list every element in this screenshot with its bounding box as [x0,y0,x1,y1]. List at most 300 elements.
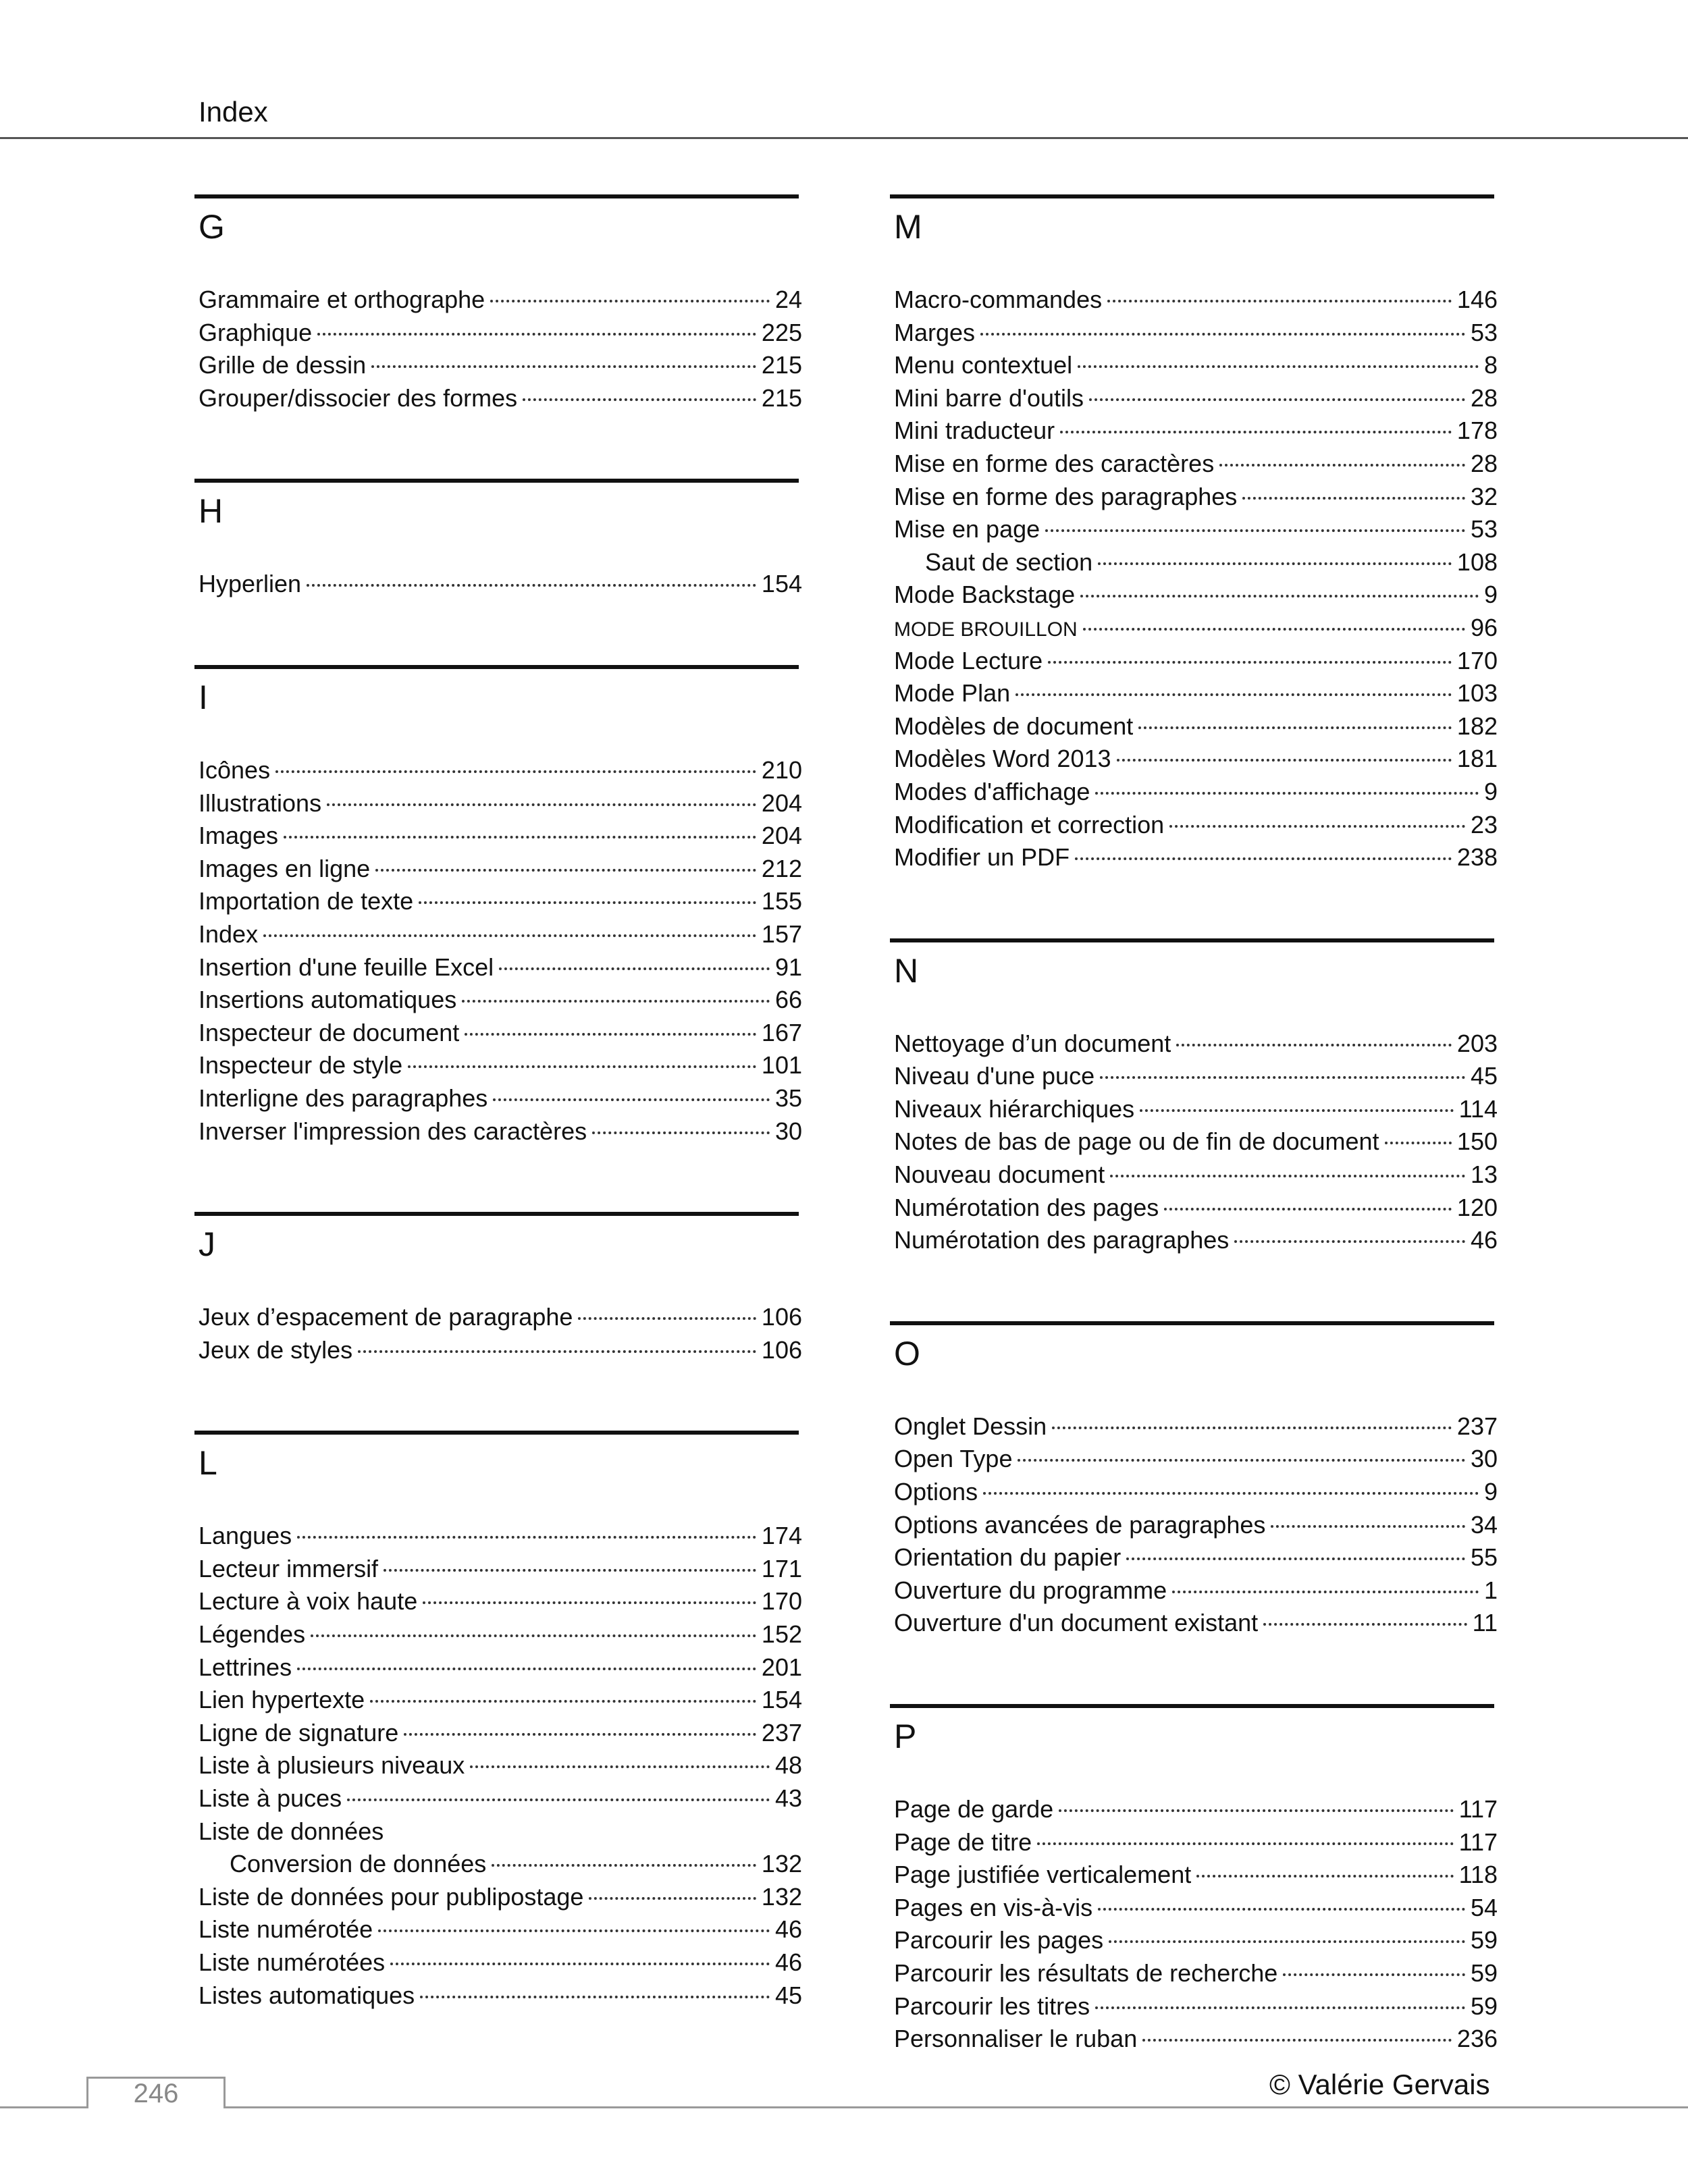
entry-label: Mise en forme des caractères [894,449,1215,477]
entry-label: Insertion d'une feuille Excel [199,953,494,981]
index-entry [890,1574,1498,1607]
entry-label: Lecture à voix haute [199,1587,418,1616]
entry-label: Ligne de signature [199,1718,399,1747]
index-entry [890,513,1498,546]
section-rule [194,479,799,483]
entry-page-number: 237 [1456,1412,1498,1440]
entry-page-number: 24 [774,286,802,313]
dot-leader [499,967,770,970]
entry-label: Liste numérotée [199,1915,373,1944]
entry-page-number: 28 [1470,383,1498,412]
entry-page-number: 34 [1470,1510,1498,1539]
dot-leader [1016,693,1452,696]
index-entry [890,1541,1498,1574]
entry-label: Notes de bas de page ou de fin de document [894,1127,1379,1156]
entry-page-number: 238 [1456,843,1498,872]
index-entry [890,1990,1498,2023]
entry-page-number: 46 [774,1948,802,1976]
entry-label: Macro-commandes [894,286,1103,313]
copyright-notice: © Valérie Gervais [1269,2069,1490,2100]
dot-leader [1117,759,1452,762]
entry-page-number: 212 [761,854,802,882]
index-entry [890,1924,1498,1957]
entry-label: Liste à puces [199,1784,342,1813]
entry-label: Options avancées de paragraphes [894,1510,1266,1539]
entry-list [890,1410,1498,1640]
entry-page-number: 91 [774,953,802,981]
index-entry [890,349,1498,382]
dot-leader [423,1601,756,1604]
entry-label: Grille de dessin [199,351,367,379]
index-entry [890,1859,1498,1892]
entry-label: Modifier un PDF [894,843,1070,872]
entry-page-number: 11 [1472,1609,1498,1637]
entry-page-number: 23 [1470,810,1498,838]
dot-leader [1109,1940,1465,1943]
dot-leader [371,365,756,368]
dot-leader [589,1897,756,1900]
entry-label: Modèles Word 2013 [894,745,1111,773]
entry-page-number: 101 [761,1051,802,1080]
section-rule [890,938,1494,942]
dot-leader [1138,726,1452,729]
index-entry [890,1509,1498,1542]
entry-list [194,1520,802,2012]
index-entry [194,1618,802,1651]
dot-leader [408,1065,756,1068]
index-entry [890,415,1498,448]
entry-label: Illustrations [199,789,322,817]
dot-leader [490,300,770,302]
index-entry [194,1049,802,1082]
entry-label: Open Type [894,1445,1013,1473]
dot-leader [1098,1908,1465,1911]
entry-label: Images en ligne [199,854,371,882]
entry-label: Images [199,822,279,850]
entry-page-number: 215 [761,383,802,412]
dot-leader [1172,1591,1479,1593]
index-entry [194,853,802,886]
entry-page-number: 59 [1470,1926,1498,1954]
entry-page-number: 30 [1470,1445,1498,1473]
entry-page-number: 45 [1470,1062,1498,1090]
dot-leader [1048,661,1452,664]
index-entry [194,568,802,601]
entry-page-number: 117 [1458,1795,1498,1823]
entry-label: Grouper/dissocier des formes [199,383,518,412]
entry-page-number: 9 [1483,581,1498,609]
index-entry [890,481,1498,514]
entry-label: Page de garde [894,1795,1054,1823]
entry-label: Jeux de styles [199,1335,353,1364]
index-entry [890,317,1498,350]
entry-page-number: 54 [1470,1893,1498,1921]
section-letter: I [199,678,208,716]
section-letter: G [199,208,225,246]
entry-page-number: 150 [1456,1127,1498,1156]
entry-label: Liste numérotées [199,1948,386,1976]
entry-page-number: 9 [1483,1478,1498,1506]
dot-leader [493,1098,770,1101]
index-entry [890,1224,1498,1257]
index-section-i [194,665,802,1148]
entry-page-number: 120 [1456,1193,1498,1221]
entry-page-number: 59 [1470,1992,1498,2020]
entry-list [194,568,802,601]
entry-page-number: 43 [774,1784,802,1813]
entry-page-number: 132 [761,1850,802,1878]
dot-leader [275,770,756,773]
index-section-p [890,1704,1498,2056]
dot-leader [462,1000,770,1003]
entry-page-number: 154 [761,1686,802,1714]
entry-label: Langues [199,1522,292,1550]
dot-leader [1037,1842,1453,1845]
index-entry [890,710,1498,743]
dot-leader [1052,1427,1452,1429]
dot-leader [1234,1240,1465,1243]
index-section-n [890,938,1498,1257]
entry-label: Parcourir les titres [894,1992,1090,2020]
dot-leader [1089,398,1465,401]
dot-leader [370,1700,756,1703]
dot-leader [1045,529,1465,532]
entry-label: Modification et correction [894,810,1165,838]
dot-leader [1107,300,1452,302]
entry-label: Listes automatiques [199,1981,415,2009]
section-letter: L [199,1444,217,1483]
index-entry [890,1793,1498,1826]
entry-label: Inspecteur de style [199,1051,403,1080]
dot-leader [404,1733,756,1736]
dot-leader [327,803,756,806]
index-entry [194,1301,802,1334]
entry-label: Modes d'affichage [894,777,1090,805]
entry-page-number: 157 [761,920,802,948]
entry-page-number: 106 [761,1335,802,1364]
dot-leader [1271,1525,1465,1528]
entry-label: Mode Plan [894,679,1011,708]
entry-page-number: 201 [761,1653,802,1681]
index-entry [890,1957,1498,1990]
entry-label: Mise en forme des paragraphes [894,482,1238,510]
entry-page-number: 32 [1470,482,1498,510]
dot-leader [1242,497,1465,500]
index-entry [194,1979,802,2013]
index-entry [194,1553,802,1586]
footer-rule [0,2106,1688,2108]
entry-label: Orientation du papier [894,1543,1122,1572]
dot-leader [419,901,756,904]
section-letter: J [199,1225,215,1264]
dot-leader [983,1492,1479,1495]
index-column-right [890,194,1498,2056]
index-entry [890,1410,1498,1443]
index-entry [890,677,1498,710]
dot-leader [980,333,1465,336]
entry-label: MODE BROUILLON [894,618,1078,641]
index-entry [194,820,802,853]
entry-page-number: 8 [1483,351,1498,379]
entry-page-number: 53 [1470,515,1498,543]
entry-label: Inspecteur de document [199,1018,460,1046]
section-rule [890,1321,1494,1325]
entry-label: Mise en page [894,515,1040,543]
entry-label: Parcourir les résultats de recherche [894,1959,1278,1987]
entry-page-number: 167 [761,1018,802,1046]
entry-page-number: 236 [1456,2025,1498,2053]
dot-leader [1164,1208,1452,1210]
dot-leader [1283,1973,1465,1976]
entry-label: Numérotation des pages [894,1193,1159,1221]
index-entry [194,284,802,317]
dot-leader [1060,431,1452,433]
index-entry [890,809,1498,842]
dot-leader [1219,464,1465,467]
dot-leader [375,869,756,872]
entry-label: Numérotation des paragraphes [894,1226,1230,1254]
index-entry [194,1848,802,1881]
dot-leader [358,1350,756,1353]
dot-leader [1018,1459,1465,1462]
entry-page-number: 59 [1470,1959,1498,1987]
dot-leader [1080,595,1479,597]
dot-leader [297,1668,756,1670]
entry-label: Inverser l'impression des caractères [199,1117,587,1145]
entry-page-number: 114 [1458,1094,1498,1123]
index-section-o [890,1321,1498,1640]
entry-page-number: 55 [1470,1543,1498,1572]
entry-label: Mode Backstage [894,581,1076,609]
dot-leader [378,1929,770,1932]
dot-leader [1142,2039,1452,2042]
entry-page-number: 154 [761,570,802,598]
dot-leader [492,1864,756,1867]
section-letter: M [894,208,922,246]
entry-label: Insertions automatiques [199,986,457,1014]
section-letter: N [894,951,919,990]
entry-page-number: 9 [1483,777,1498,805]
entry-page-number: 108 [1456,548,1498,576]
index-column-left [194,194,802,2012]
section-letter: O [894,1334,920,1373]
entry-label: Mini traducteur [894,417,1055,445]
dot-leader [1075,857,1452,860]
index-entry [194,382,802,415]
dot-leader [523,398,756,401]
dot-leader [465,1033,756,1036]
entry-list [194,284,802,415]
entry-label: Niveaux hiérarchiques [894,1094,1135,1123]
entry-label: Menu contextuel [894,351,1073,379]
index-entry [890,1443,1498,1476]
section-rule [890,1704,1494,1708]
index-section-m [890,194,1498,874]
entry-page-number: 53 [1470,318,1498,346]
entry-page-number: 35 [774,1084,802,1112]
entry-page-number: 106 [761,1303,802,1331]
entry-page-number: 181 [1456,745,1498,773]
dot-leader [1196,1875,1453,1877]
index-entry [890,448,1498,481]
dot-leader [1095,792,1479,795]
dot-leader [1098,562,1452,565]
entry-label: Mini barre d'outils [894,383,1084,412]
dot-leader [311,1634,756,1637]
entry-label: Pages en vis-à-vis [894,1893,1093,1921]
dot-leader [1176,1044,1452,1046]
entry-page-number: 203 [1456,1029,1498,1057]
dot-leader [1095,2006,1465,2009]
index-entry [890,743,1498,776]
entry-label: Interligne des paragraphes [199,1084,488,1112]
index-entry [194,1017,802,1050]
entry-list [890,284,1498,874]
index-entry [890,1826,1498,1859]
entry-page-number: 225 [761,318,802,346]
entry-page-number: 30 [774,1117,802,1145]
entry-label: Légendes [199,1620,306,1649]
entry-page-number: 132 [761,1882,802,1911]
entry-label: Page de titre [894,1828,1032,1856]
entry-label: Niveau d'une puce [894,1062,1095,1090]
index-entry [194,1334,802,1367]
dot-leader [592,1131,770,1134]
index-section-g [194,194,802,415]
index-section-h [194,479,802,601]
entry-page-number: 204 [761,789,802,817]
dot-leader [1059,1809,1453,1812]
index-entry [890,776,1498,809]
entry-label: Importation de texte [199,887,414,915]
index-entry [194,787,802,820]
index-entry [890,1476,1498,1509]
entry-label: Liste à plusieurs niveaux [199,1751,465,1780]
index-section-j [194,1212,802,1366]
dot-leader [1263,1623,1467,1626]
index-entry [890,1093,1498,1126]
entry-page-number: 152 [761,1620,802,1649]
index-entry [890,1607,1498,1640]
index-entry [194,1717,802,1750]
index-entry [194,885,802,918]
entry-page-number: 178 [1456,417,1498,445]
entry-page-number: 103 [1456,679,1498,708]
entry-page-number: 66 [774,986,802,1014]
page-number: 246 [86,2077,226,2108]
index-entry [194,951,802,984]
entry-list [194,1301,802,1366]
entry-page-number: 210 [761,755,802,784]
entry-label: Lien hypertexte [199,1686,365,1714]
entry-label: Icônes [199,755,271,784]
index-entry [194,1651,802,1684]
dot-leader [347,1799,770,1801]
index-entry [194,754,802,787]
entry-page-number: 13 [1470,1161,1498,1189]
dot-leader [1078,365,1479,368]
index-entry [890,382,1498,415]
section-letter: P [894,1717,917,1755]
entry-page-number: 174 [761,1522,802,1550]
dot-leader [1140,1109,1453,1112]
entry-label: Options [894,1478,978,1506]
index-entry [194,1881,802,1914]
entry-label: Liste de données [199,1817,384,1845]
index-entry [194,1115,802,1148]
entry-label: Mode Lecture [894,646,1043,674]
section-rule [194,665,799,669]
index-entry [194,1913,802,1946]
entry-label: Hyperlien [199,570,302,598]
section-rule [194,1212,799,1216]
entry-label: Saut de section [925,548,1093,576]
index-entry [890,1892,1498,1925]
entry-label: Index [199,920,259,948]
entry-label: Liste de données pour publipostage [199,1882,584,1911]
index-entry [194,1585,802,1618]
section-letter: H [199,492,223,531]
dot-leader [284,836,756,838]
dot-leader [1100,1076,1465,1079]
index-entry [890,612,1498,645]
dot-leader [307,584,756,587]
entry-page-number: 146 [1456,286,1498,313]
index-entry [194,1520,802,1553]
entry-page-number: 155 [761,887,802,915]
index-entry [194,1082,802,1115]
index-entry [890,1192,1498,1225]
entry-list [194,754,802,1148]
dot-leader [384,1569,756,1572]
entry-label: Jeux d’espacement de paragraphe [199,1303,573,1331]
index-entry [890,841,1498,874]
index-entry [194,1749,802,1782]
dot-leader [390,1963,770,1965]
dot-leader [1083,628,1465,631]
entry-page-number: 96 [1470,613,1498,641]
entry-page-number: 46 [1470,1226,1498,1254]
entry-label: Page justifiée verticalement [894,1861,1192,1889]
dot-leader [470,1765,770,1768]
entry-page-number: 1 [1483,1576,1498,1604]
index-entry [194,349,802,382]
index-entry [194,984,802,1017]
index-entry [194,1815,802,1848]
entry-page-number: 48 [774,1751,802,1780]
entry-label: Lecteur immersif [199,1554,379,1582]
index-entry [194,1946,802,1979]
entry-page-number: 170 [761,1587,802,1616]
entry-page-number: 237 [761,1718,802,1747]
entry-list [890,1793,1498,2056]
dot-leader [1126,1557,1465,1560]
entry-page-number: 46 [774,1915,802,1944]
index-entry [194,918,802,951]
entry-page-number: 45 [774,1981,802,2009]
entry-page-number: 204 [761,822,802,850]
entry-label: Personnaliser le ruban [894,2025,1138,2053]
dot-leader [317,333,756,336]
index-entry [890,1158,1498,1192]
entry-page-number: 28 [1470,449,1498,477]
dot-leader [1385,1142,1452,1144]
dot-leader [1169,825,1465,828]
entry-label: Grammaire et orthographe [199,286,485,313]
dot-leader [420,1996,770,1998]
entry-label: Ouverture du programme [894,1576,1167,1604]
index-entry [194,1684,802,1717]
